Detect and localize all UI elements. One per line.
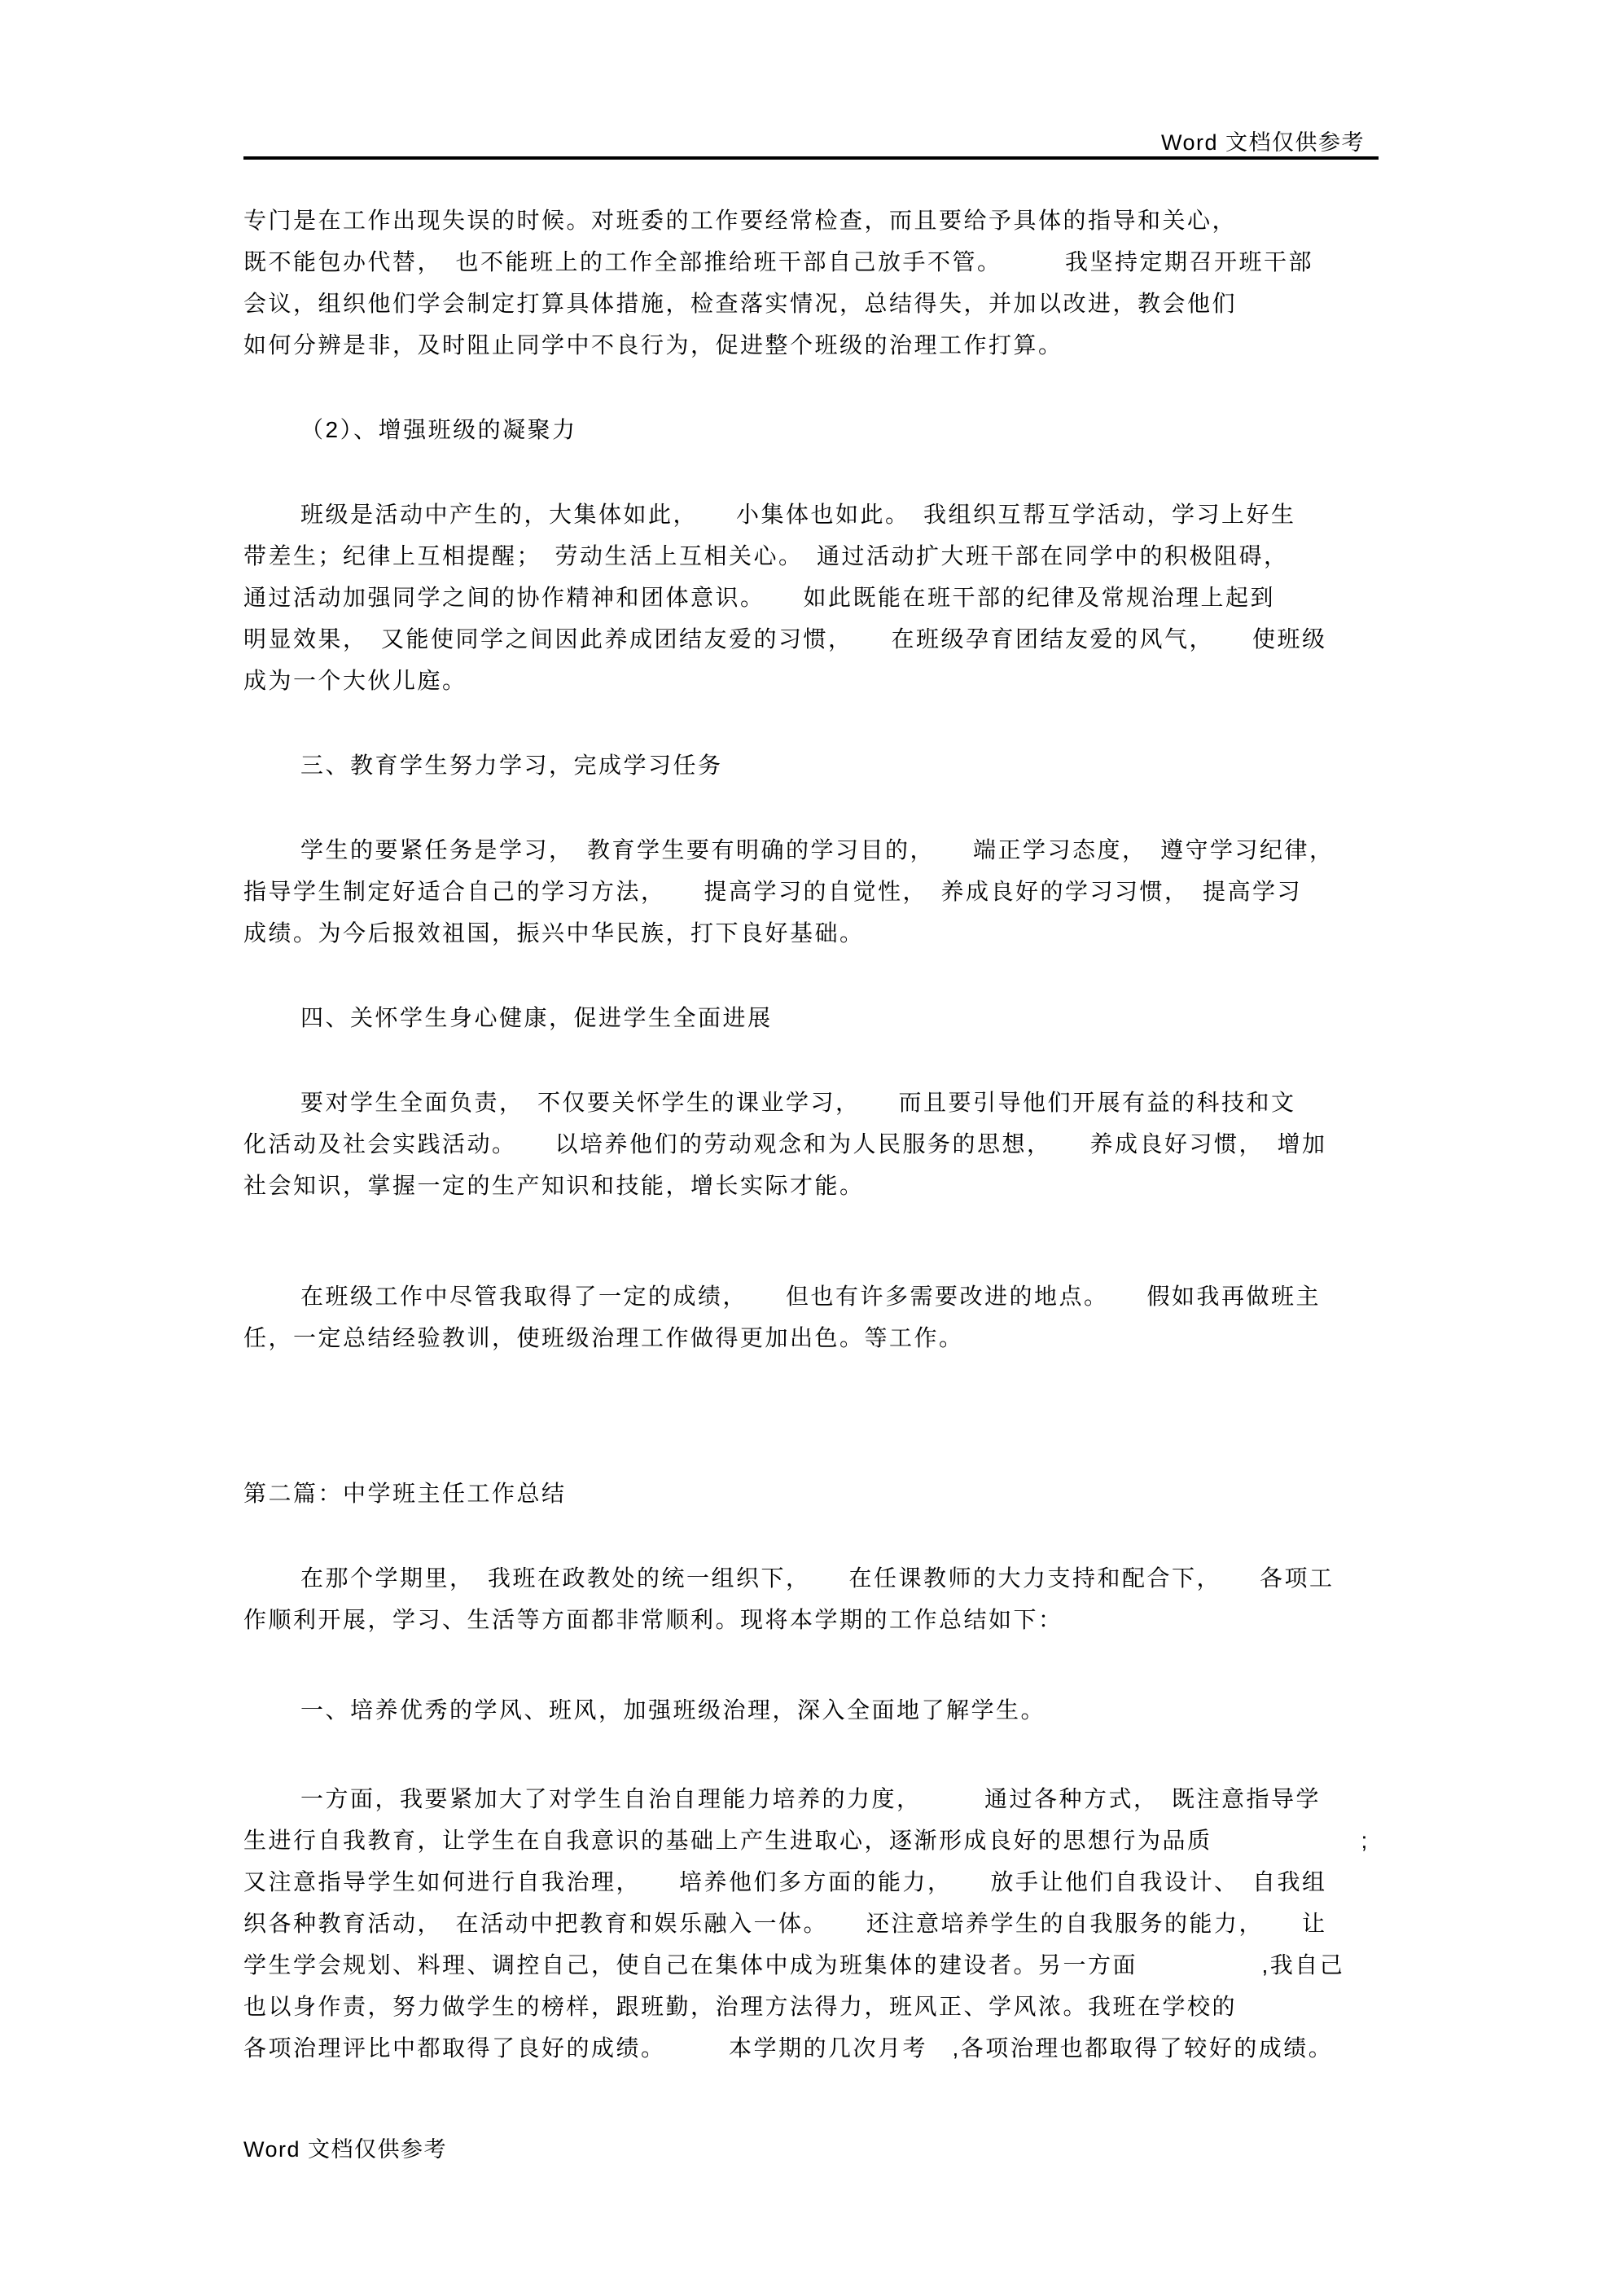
text-line: 带差生；纪律上互相提醒； 劳动生活上互相关心。 通过活动扩大班干部在同学中的积极阻碍， <box>243 543 1289 569</box>
section-heading-one <box>243 1689 1392 1731</box>
paragraph <box>243 1275 1392 1359</box>
heading-line: 一、培养优秀的学风、班风，加强班级治理，深入全面地了解学生。 <box>300 1697 1046 1723</box>
text-line: 指导学生制定好适合自己的学习方法， 提高学习的自觉性， 养成良好的学习习惯， 提高学习 <box>243 879 1303 904</box>
section-heading-cohesion <box>243 409 1392 450</box>
document-body <box>243 200 1392 2069</box>
text-line: 成为一个大伙儿庭。 <box>243 668 467 693</box>
footer-note: Word 文档仅供参考 <box>243 2137 448 2162</box>
header-rule <box>243 156 1379 160</box>
paragraph <box>243 829 1392 954</box>
section-heading-four <box>243 997 1392 1038</box>
section-heading-three <box>243 744 1392 786</box>
text-line: 既不能包办代替， 也不能班上的工作全部推给班干部自己放手不管。 我坚持定期召开班干部 <box>243 249 1314 274</box>
heading-line: 三、教育学生努力学习，完成学习任务 <box>300 753 723 778</box>
text-line: 专门是在工作出现失误的时候。对班委的工作要经常检查，而且要给予具体的指导和关心， <box>243 208 1238 233</box>
paragraph <box>243 1082 1392 1206</box>
text-line: 在班级工作中尽管我取得了一定的成绩， 但也有许多需要改进的地点。 假如我再做班主 <box>300 1284 1322 1309</box>
paragraph <box>243 1778 1392 2069</box>
text-line: 作顺利开展，学习、生活等方面都非常顺利。现将本学期的工作总结如下： <box>243 1607 1063 1632</box>
text-line: 任，一定总结经验教训，使班级治理工作做得更加出色。等工作。 <box>243 1325 964 1350</box>
text-line: 要对学生全面负责， 不仅要关怀学生的课业学习， 而且要引导他们开展有益的科技和文 <box>300 1090 1296 1115</box>
text-line: 学生学会规划、料理、调控自己，使自己在集体中成为班集体的建设者。另一方面 ,我自己 <box>243 1952 1345 1978</box>
text-line: 明显效果， 又能使同学之间因此养成团结友爱的习惯， 在班级孕育团结友爱的风气， 使班级 <box>243 626 1327 652</box>
text-line: 生进行自我教育，让学生在自我意识的基础上产生进取心，逐渐形成良好的思想行为品质 ; <box>243 1828 1370 1853</box>
text-line: 各项治理评比中都取得了良好的成绩。 本学期的几次月考 ,各项治理也都取得了较好的成绩。 <box>243 2035 1334 2061</box>
heading-line: （2）、增强班级的凝聚力 <box>300 417 577 442</box>
header-note: Word 文档仅供参考 <box>1160 130 1365 155</box>
text-line: 通过活动加强同学之间的协作精神和团体意识。 如此既能在班干部的纪律及常规治理上起到 <box>243 585 1276 610</box>
text-line: 一方面，我要紧加大了对学生自治自理能力培养的力度， 通过各种方式， 既注意指导学 <box>300 1786 1322 1811</box>
text-line: 班级是活动中产生的，大集体如此， 小集体也如此。 我组织互帮互学活动，学习上好生 <box>300 502 1296 527</box>
text-line: 成绩。为今后报效祖国，振兴中华民族，打下良好基础。 <box>243 920 865 946</box>
paragraph <box>243 494 1392 701</box>
heading-line: 四、关怀学生身心健康，促进学生全面进展 <box>300 1005 773 1030</box>
text-line: 化活动及社会实践活动。 以培养他们的劳动观念和为人民服务的思想， 养成良好习惯， 增加 <box>243 1131 1327 1157</box>
text-line: 社会知识，掌握一定的生产知识和技能，增长实际才能。 <box>243 1173 865 1198</box>
section-heading-part-two <box>243 1473 1392 1514</box>
paragraph <box>243 1557 1392 1640</box>
text-line: 织各种教育活动， 在活动中把教育和娱乐融入一体。 还注意培养学生的自我服务的能力， 让 <box>243 1911 1327 1936</box>
text-line: 学生的要紧任务是学习， 教育学生要有明确的学习目的， 端正学习态度， 遵守学习纪律， <box>300 837 1335 863</box>
paragraph <box>243 200 1392 366</box>
heading-line: 第二篇：中学班主任工作总结 <box>243 1481 567 1506</box>
text-line: 在那个学期里， 我班在政教处的统一组织下， 在任课教师的大力支持和配合下， 各项工 <box>300 1565 1335 1591</box>
text-line: 会议，组织他们学会制定打算具体措施，检查落实情况，总结得失，并加以改进，教会他们 <box>243 291 1238 316</box>
text-line: 如何分辨是非，及时阻止同学中不良行为，促进整个班级的治理工作打算。 <box>243 332 1063 358</box>
text-line: 也以身作责，努力做学生的榜样，跟班勤，治理方法得力，班风正、学风浓。我班在学校的 <box>243 1994 1238 2019</box>
text-line: 又注意指导学生如何进行自我治理， 培养他们多方面的能力， 放手让他们自我设计、 自我组 <box>243 1869 1327 1894</box>
